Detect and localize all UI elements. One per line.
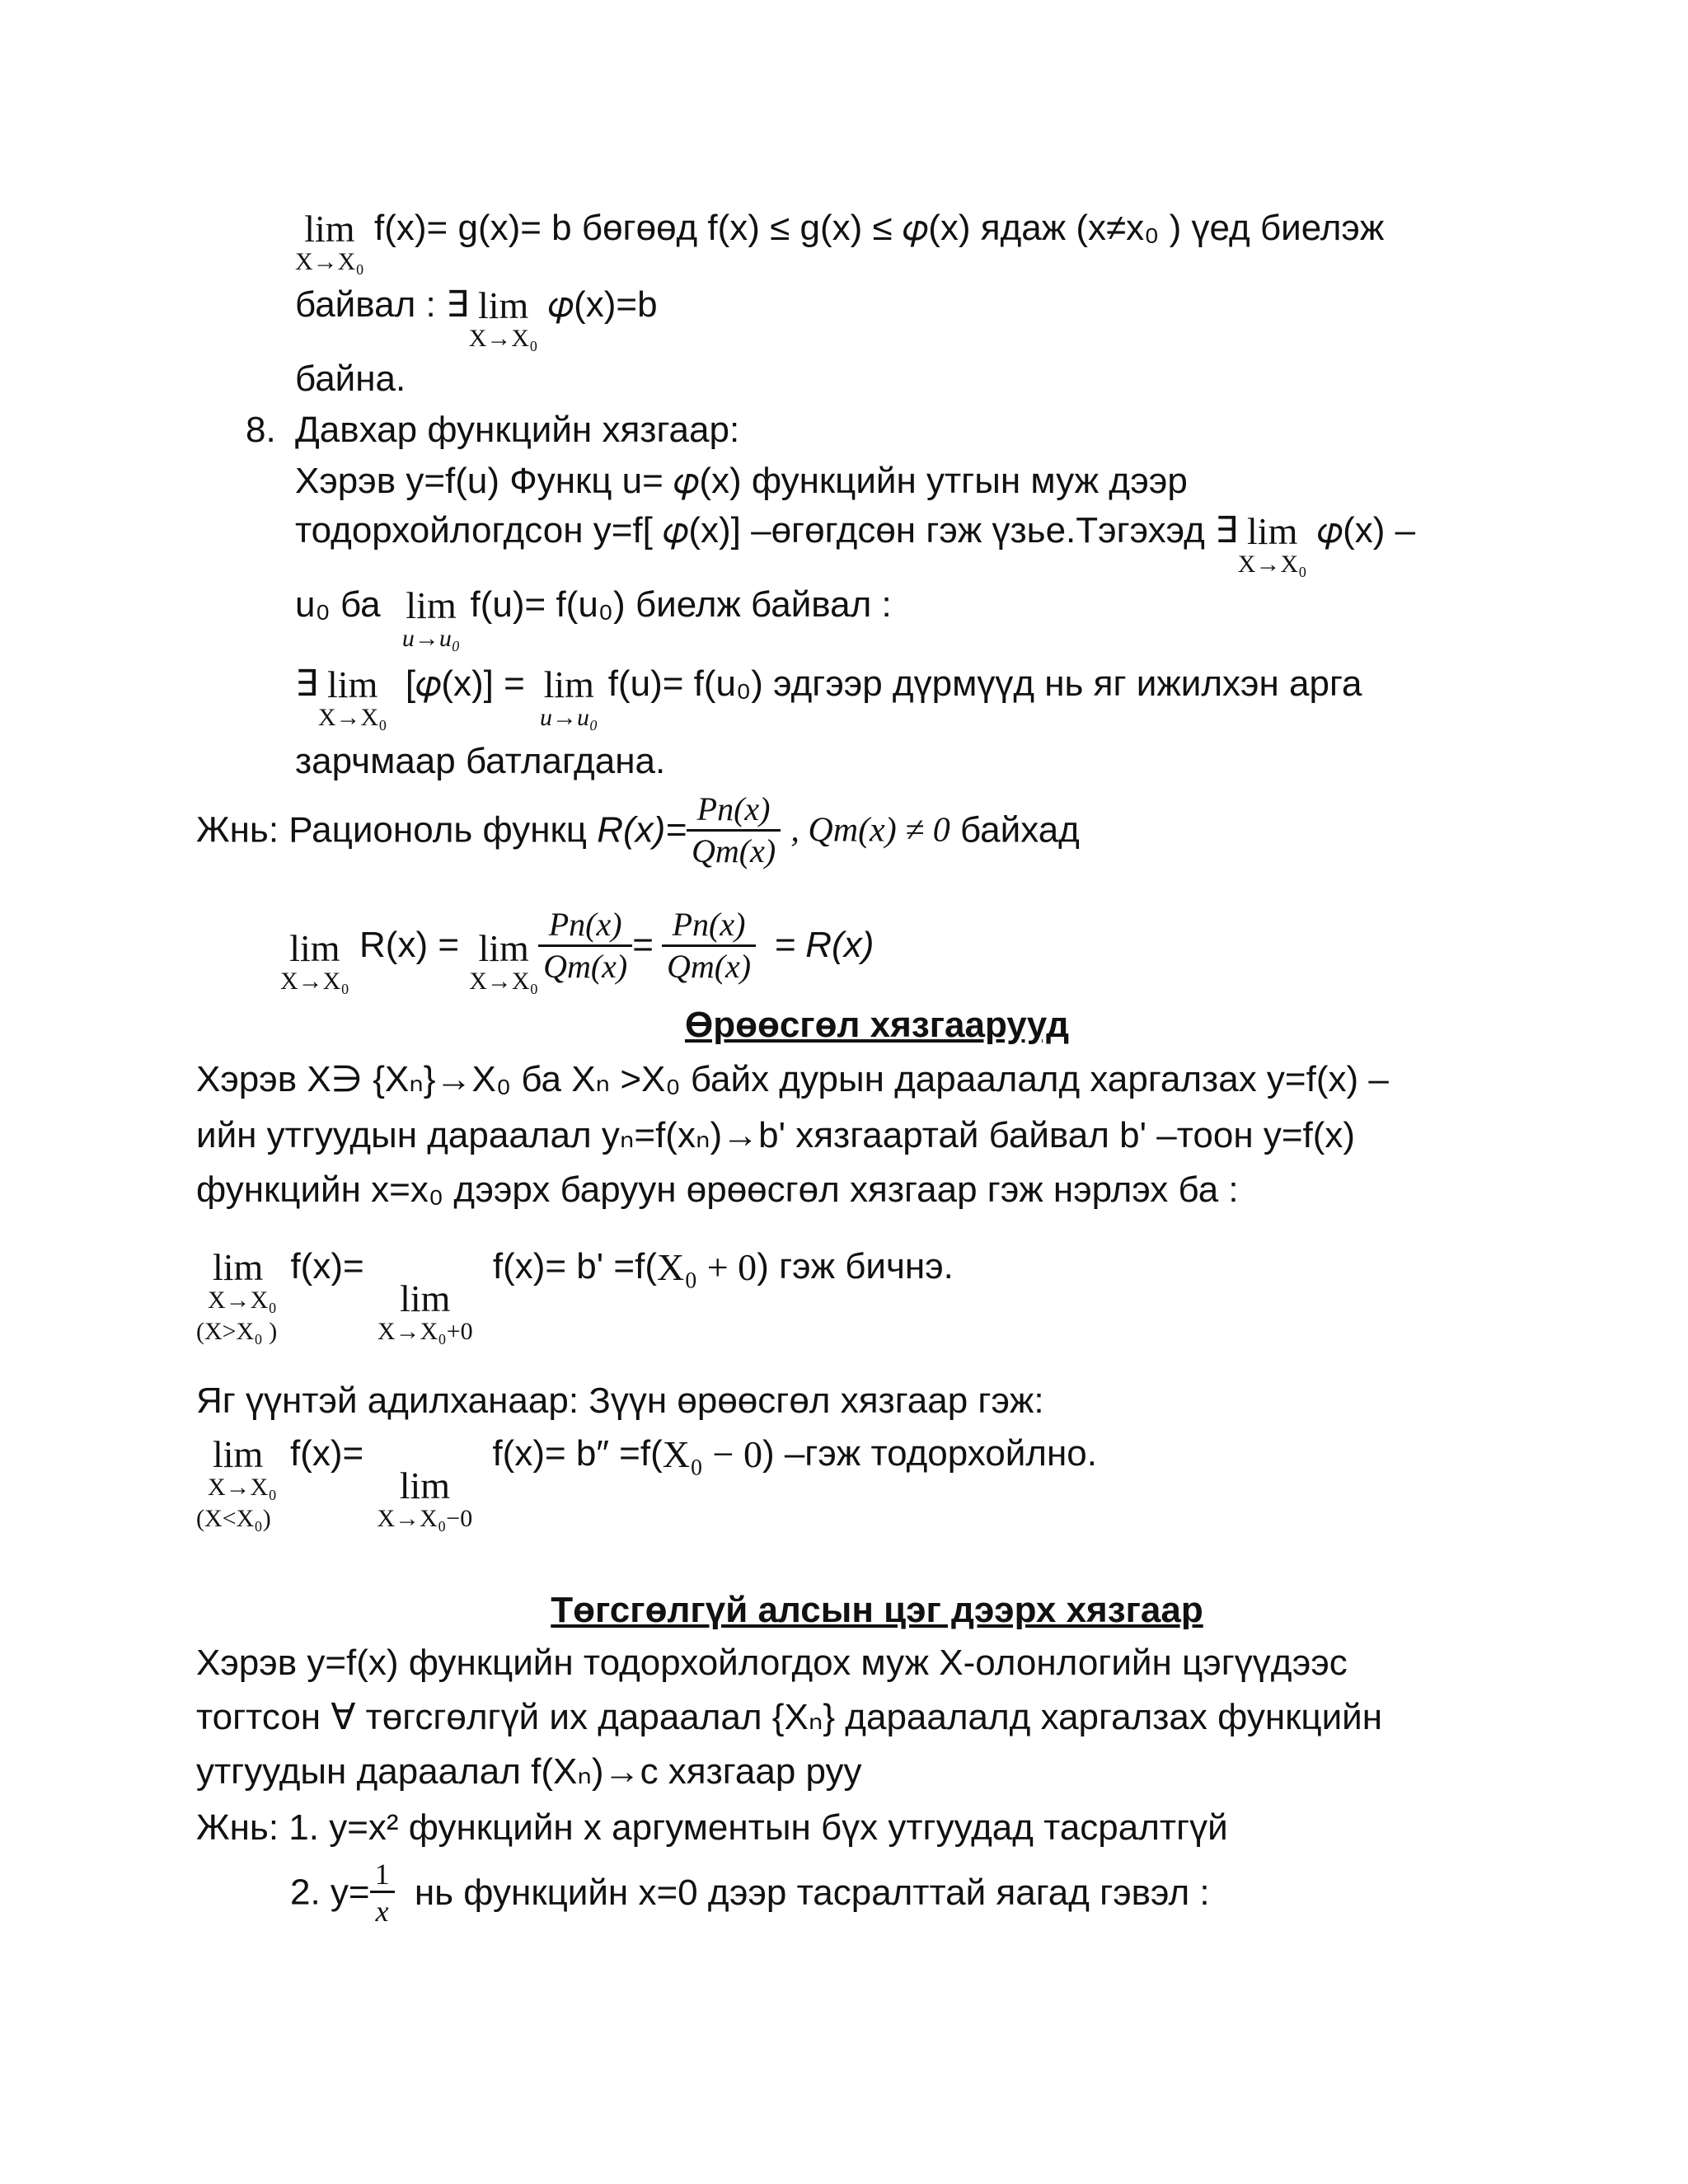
line-6: тодорхойлогдсон y=f[ 𝜑(x)] –өгөгдсөн гэж үзье.Тэгэхэд ∃ lim X→X₀ 𝜑(x) – (295, 510, 1416, 578)
example-limit: lim X→X₀ R(x) = lim X→X₀ $\frac{Pn(x)}{Qm(x)}$ = $\frac{Pn(x)}{Qm(x)}$ = R(x) (280, 905, 874, 995)
section-heading-infinity: Төгсгөлгүй алсын цэг дээрх хязгаар (551, 1590, 1203, 1630)
limit-operator: lim u→u₀ (540, 663, 598, 731)
line-1-text: f(x)= g(x)= b бөгөөд f(x) ≤ g(x) ≤ 𝜑(x) ядаж (x≠x₀ ) үед биелэж (374, 208, 1385, 248)
line-2: байвал : ∃ lim X→X₀ 𝜑(x)=b (295, 284, 658, 352)
line-1 (295, 210, 1384, 276)
section2-p2: тогтсон ∀ төгсгөлгүй их дараалал {Xₙ} дараалалд харгалзах функцийн (196, 1697, 1383, 1737)
line-8: ∃ lim X→X₀ [𝜑(x)] = lim u→u₀ f(u)= f(u₀) эдгээр дүрмүүд нь яг ижилхэн арга (295, 663, 1362, 731)
section2-p3: утгуудын дараалал f(Xₙ)→c хязгаар руу (196, 1751, 862, 1792)
limit-operator: lim X→X₀ (1237, 510, 1307, 578)
section2-example-1: Жнь: 1. y=x² функцийн x аргументын бүх утгуудад тасралтгүй (196, 1807, 1228, 1848)
limit-operator: lim X→X₀ (X<X₀) (196, 1433, 277, 1532)
limit-operator: lim X→X₀ (317, 663, 387, 731)
section2-example-2: 2. y= $\frac{1}{x}$ нь функцийн x=0 дээр тасралттай яагад гэвэл : (290, 1858, 1210, 1928)
section1-p2: ийн утгуудын дараалал yₙ=f(xₙ)→b' хязгаартай байвал b' –тоон y=f(x) (196, 1115, 1356, 1155)
line-5: Хэрэв y=f(u) Функц u= 𝜑(x) функцийн утгын муж дээр (295, 461, 1188, 501)
line-3: байна. (295, 359, 406, 399)
limit-operator: lim X→X₀ (280, 927, 349, 995)
limit-operator: lim X→X₀ (468, 284, 538, 352)
example-rational: Жнь: Рационоль функц R(x)= $\frac{Pn(x)}{Qm(x)}$ , Qm(x) ≠ 0 байхад (196, 790, 1080, 869)
fraction: $\frac{Pn(x)}{Qm(x)}$ (687, 793, 781, 868)
section2-p1: Хэрэв y=f(x) функцийн тодорхойлогдох муж X-олонлогийн цэгүүдээс (196, 1643, 1348, 1683)
line-7: u₀ ба lim u→u₀ f(u)= f(u₀) биелж байвал : (295, 584, 892, 652)
line-4: Давхар функцийн хязгаар: (295, 410, 740, 450)
limit-operator: lim X→X₀−0 (377, 1465, 473, 1532)
section1-p1: Хэрэв X∋ {Xₙ}→X₀ ба Xₙ >X₀ байх дурын дараалалд харгалзах y=f(x) – (196, 1059, 1389, 1099)
fraction: $\frac{1}{x}$ (370, 1859, 395, 1926)
limit-operator: lim X→X₀+0 (377, 1277, 473, 1345)
line-9: зарчмаар батлагдана. (295, 741, 666, 781)
limit-operator: lim X→X₀ (295, 208, 364, 275)
section1-p3: функцийн x=x₀ дээрх баруун өрөөсгөл хязгаар гэж нэрлэх ба : (196, 1169, 1239, 1210)
limit-operator: lim X→X₀ (X>X₀ ) (196, 1246, 278, 1345)
formula-left-limit: lim X→X₀ (X<X₀) f(x)= lim X→X₀−0 f(x)= b″ =f(X₀ − 0) –гэж тодорхойлно. (196, 1433, 1097, 1532)
section-heading-one-sided: Өрөөсгөл хязгаарууд (684, 1005, 1070, 1045)
limit-operator: lim u→u₀ (401, 584, 461, 652)
formula-right-limit: lim X→X₀ (X>X₀ ) f(x)= lim X→X₀+0 f(x)= b' =f(X₀ + 0) гэж бичнэ. (196, 1246, 954, 1345)
fraction: $\frac{Pn(x)}{Qm(x)}$ (662, 908, 756, 983)
section1-p4: Яг үүнтэй адилханаар: Зүүн өрөөсгөл хязгаар гэж: (196, 1380, 1044, 1421)
list-item-number: 8. (246, 410, 276, 450)
limit-operator: lim X→X₀ (469, 927, 539, 995)
fraction: $\frac{Pn(x)}{Qm(x)}$ (538, 908, 632, 983)
